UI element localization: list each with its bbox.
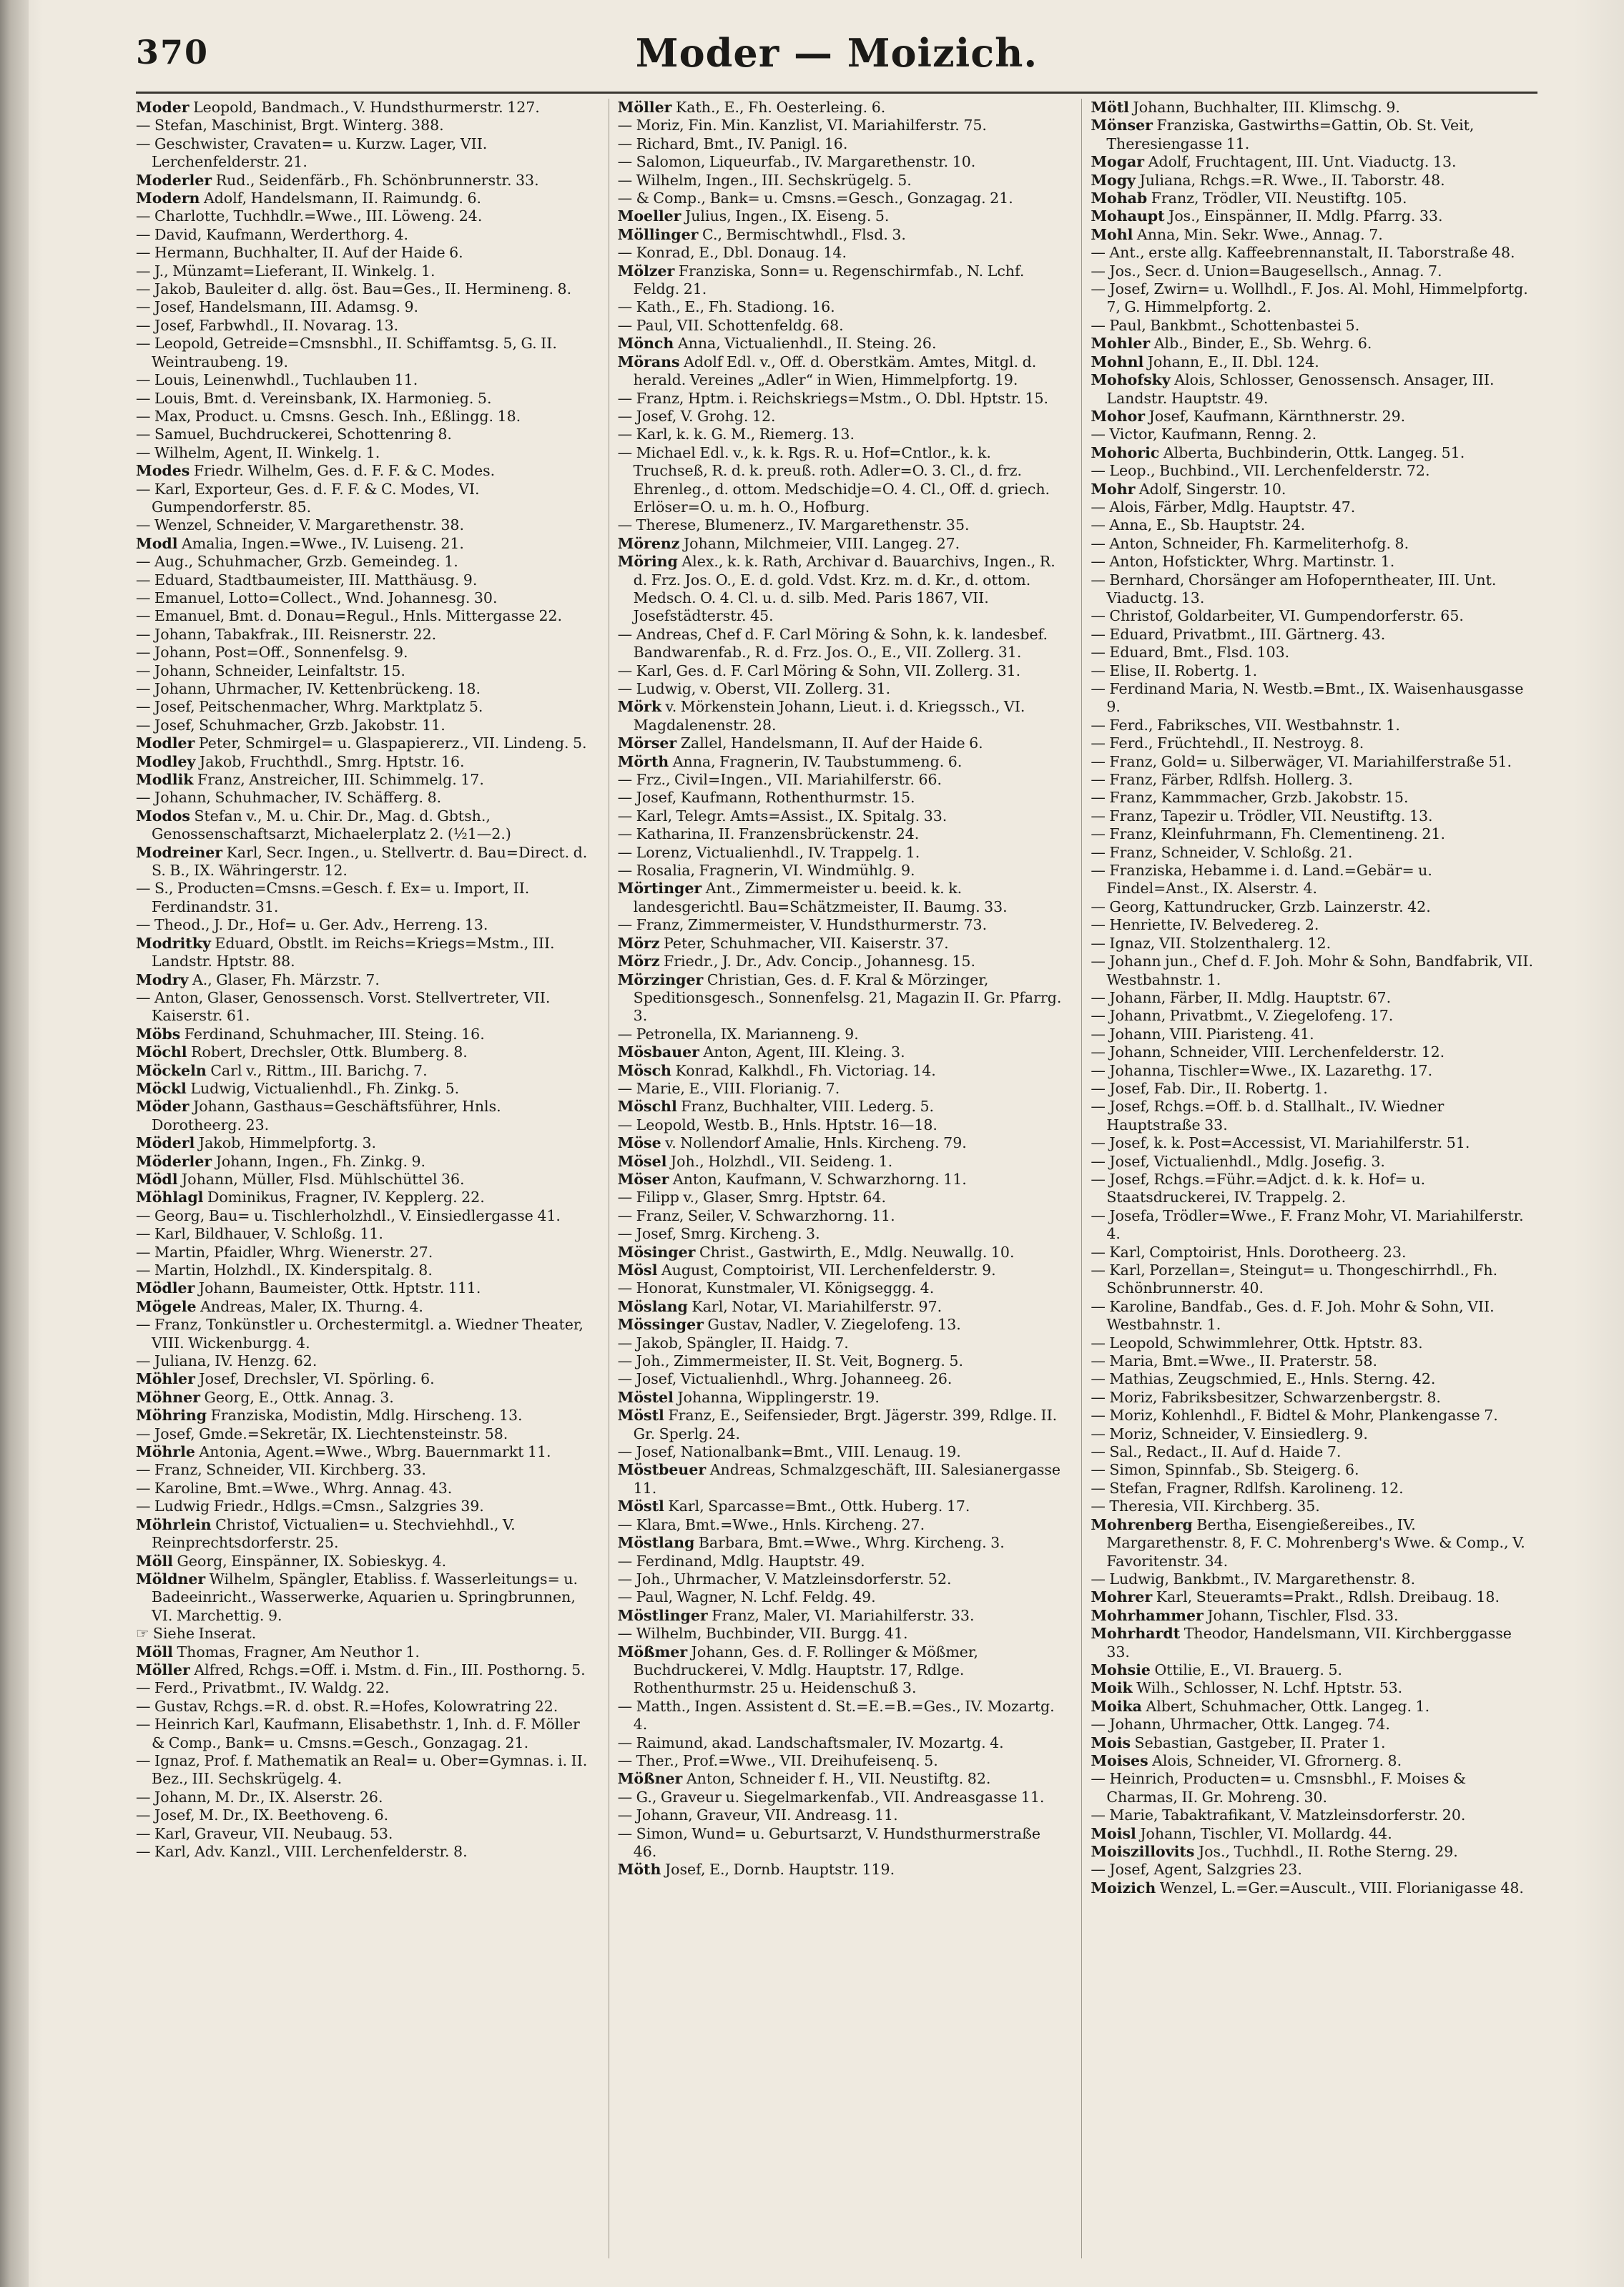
directory-entry: Möderler Johann, Ingen., Fh. Zinkg. 9. — [136, 1152, 426, 1170]
header-rule — [136, 92, 1537, 94]
directory-entry: — Bernhard, Chorsänger am Hofoperntheater, III. Unt. Viaductg. 13. — [1091, 571, 1497, 606]
directory-entry: — Eduard, Stadtbaumeister, III. Matthäusg. 9. — [136, 571, 478, 589]
directory-entry: Möll Thomas, Fragner, Am Neuthor 1. — [136, 1643, 420, 1661]
directory-entry: Mönch Anna, Victualienhdl., II. Steing. 26. — [617, 335, 937, 353]
directory-entry: — Victor, Kaufmann, Renng. 2. — [1091, 426, 1317, 443]
directory-entry: — Matth., Ingen. Assistent d. St.=E.=B.=Ges., IV. Mozartg. 4. — [617, 1697, 1055, 1733]
directory-entry: — Karl, Ges. d. F. Carl Möring & Sohn, VII. Zollerg. 31. — [617, 661, 1021, 679]
directory-entry: Möstl Franz, E., Seifensieder, Brgt. Jägerstr. 399, Rdlge. II. Gr. Sperlg. 24. — [617, 1407, 1058, 1442]
directory-entry: Mösinger Christ., Gastwirth, E., Mdlg. Neuwallg. 10. — [617, 1243, 1015, 1261]
directory-entry: Mohofsky Alois, Schlosser, Genossensch. Ansager, III. Landstr. Hauptstr. 49. — [1091, 371, 1495, 407]
directory-entry: — Martin, Holzhdl., IX. Kinderspitalg. 8. — [136, 1261, 433, 1279]
directory-entry: — Elise, II. Robertg. 1. — [1091, 661, 1258, 679]
directory-entry: — Josef, Rchgs.=Führ.=Adjct. d. k. k. Hof= u. Staatsdruckerei, IV. Trappelg. 2. — [1091, 1170, 1426, 1206]
directory-entry: — Wenzel, Schneider, V. Margarethenstr. 38. — [136, 516, 464, 534]
directory-entry: Möbs Ferdinand, Schuhmacher, III. Steing. 16. — [136, 1025, 485, 1043]
directory-entry: — Karl, Exporteur, Ges. d. F. F. & C. Modes, VI. Gumpendorferstr. 85. — [136, 480, 480, 516]
directory-entry: Möldner Wilhelm, Spängler, Etabliss. f. Wasserleitungs= u. Badeeinricht., Wasserwerke, Aquarien u. Springbrunnen, VI. Marchettig. 9. — [136, 1570, 578, 1624]
directory-entry: — Petronella, IX. Marianneng. 9. — [617, 1025, 859, 1043]
directory-entry: — Ludwig, Bankbmt., IV. Margarethenstr. 8. — [1091, 1570, 1416, 1588]
directory-entry: Modern Adolf, Handelsmann, II. Raimundg. 6. — [136, 190, 482, 207]
directory-entry: Möstlinger Franz, Maler, VI. Mariahilferstr. 33. — [617, 1606, 975, 1624]
directory-entry: Mogar Adolf, Fruchtagent, III. Unt. Viaductg. 13. — [1091, 153, 1457, 171]
directory-entry: — Joh., Zimmermeister, II. St. Veit, Bognerg. 5. — [617, 1352, 963, 1370]
directory-entry: — Geschwister, Cravaten= u. Kurzw. Lager, VII. Lerchenfelderstr. 21. — [136, 134, 488, 171]
directory-entry: — Johann, Schuhmacher, IV. Schäfferg. 8. — [136, 789, 442, 807]
directory-entry: — Josef, Farbwhdl., II. Novarag. 13. — [136, 316, 399, 334]
directory-entry: — Ther., Prof.=Wwe., VII. Dreihufeisenq. 5. — [617, 1751, 938, 1769]
directory-entry: Mörtinger Ant., Zimmermeister u. beeid. k. k. landesgerichtl. Bau=Schätzmeister, II. Baumg. 33. — [617, 880, 1008, 915]
directory-entry: Modley Jakob, Fruchthdl., Smrg. Hptstr. 16. — [136, 752, 465, 770]
directory-entry: — Paul, VII. Schottenfeldg. 68. — [617, 316, 844, 334]
directory-entry: Möhner Georg, E., Ottk. Annag. 3. — [136, 1388, 394, 1406]
directory-entry: — Rosalia, Fragnerin, VI. Windmühlg. 9. — [617, 862, 915, 880]
directory-entry: Mösbauer Anton, Agent, III. Kleing. 3. — [617, 1043, 905, 1061]
directory-entry: — Johann, Graveur, VII. Andreasg. 11. — [617, 1806, 898, 1824]
directory-entry: Möstl Karl, Sparcasse=Bmt., Ottk. Huberg. 17. — [617, 1497, 970, 1515]
directory-entry: — Wilhelm, Ingen., III. Sechskrügelg. 5. — [617, 171, 912, 189]
directory-entry: — Josef, Kaufmann, Rothenthurmstr. 15. — [617, 789, 915, 807]
directory-entry: — Franziska, Hebamme i. d. Land.=Gebär= u. Findel=Anst., IX. Alserstr. 4. — [1091, 862, 1432, 897]
directory-entry: — Mathias, Zeugschmied, E., Hnls. Sterng. 42. — [1091, 1370, 1436, 1388]
directory-entry: Möller Alfred, Rchgs.=Off. i. Mstm. d. Fin., III. Posthorng. 5. — [136, 1661, 586, 1678]
directory-entry: Möllinger C., Bermischtwhdl., Flsd. 3. — [617, 225, 906, 243]
directory-entry: — Moriz, Fin. Min. Kanzlist, VI. Mariahilferstr. 75. — [617, 117, 987, 134]
directory-entry: Mohler Alb., Binder, E., Sb. Wehrg. 6. — [1091, 335, 1372, 353]
directory-entry: — Franz, Zimmermeister, V. Hundsthurmerstr. 73. — [617, 916, 988, 934]
directory-entry: — Klara, Bmt.=Wwe., Hnls. Kircheng. 27. — [617, 1515, 925, 1533]
directory-entry: — Hermann, Buchhalter, II. Auf der Haide 6. — [136, 244, 463, 262]
directory-entry: — Karl, k. k. G. M., Riemerg. 13. — [617, 426, 855, 443]
directory-entry: — Filipp v., Glaser, Smrg. Hptstr. 64. — [617, 1189, 887, 1206]
directory-entry: Mörenz Johann, Milchmeier, VIII. Langeg. 27. — [617, 534, 960, 552]
directory-entry: — Louis, Bmt. d. Vereinsbank, IX. Harmonieg. 5. — [136, 389, 492, 407]
directory-entry: — Ferd., Privatbmt., IV. Waldg. 22. — [136, 1679, 390, 1697]
directory-entry: — Juliana, IV. Henzg. 62. — [136, 1352, 318, 1370]
directory-entry: Mohor Josef, Kaufmann, Kärnthnerstr. 29. — [1091, 407, 1406, 425]
directory-entry: Möhrlein Christof, Victualien= u. Stechviehhdl., V. Reinprechtsdorferstr. 25. — [136, 1515, 516, 1552]
directory-entry: — Eduard, Privatbmt., III. Gärtnerg. 43. — [1091, 625, 1386, 643]
directory-entry: — Paul, Bankbmt., Schottenbastei 5. — [1091, 316, 1360, 334]
directory-entry: — Charlotte, Tuchhdlr.=Wwe., III. Löweng. 24. — [136, 207, 483, 225]
directory-entry: — Johann, Schneider, VIII. Lerchenfelderstr. 12. — [1091, 1043, 1445, 1061]
directory-entry: — Sal., Redact., II. Auf d. Haide 7. — [1091, 1443, 1342, 1461]
directory-entry: — J., Münzamt=Lieferant, II. Winkelg. 1. — [136, 262, 435, 280]
directory-entry: — Karl, Porzellan=, Steingut= u. Thongeschirrhdl., Fh. Schönbrunnerstr. 40. — [1091, 1261, 1498, 1297]
directory-columns — [136, 99, 1537, 2258]
directory-entry: — Simon, Spinnfab., Sb. Steigerg. 6. — [1091, 1461, 1359, 1479]
directory-entry: — Paul, Wagner, N. Lchf. Feldg. 49. — [617, 1588, 876, 1606]
directory-entry: — Franz, Hptm. i. Reichskriegs=Mstm., O. Dbl. Hptstr. 15. — [617, 389, 1049, 407]
directory-entry: — Johann, VIII. Piaristeng. 41. — [1091, 1025, 1314, 1043]
directory-entry: Mohoric Alberta, Buchbinderin, Ottk. Langeg. 51. — [1091, 443, 1465, 461]
directory-entry: — Emanuel, Bmt. d. Donau=Regul., Hnls. Mittergasse 22. — [136, 607, 563, 625]
directory-entry: Mößmer Johann, Ges. d. F. Rollinger & Mößmer, Buchdruckerei, V. Mdlg. Hauptstr. 17, Rdlge. Rothenthurmstr. 25 u. Heidenschuß 3. — [617, 1643, 979, 1697]
directory-entry: Mößner Anton, Schneider f. H., VII. Neustiftg. 82. — [617, 1770, 991, 1788]
directory-entry: — Josef, Fab. Dir., II. Robertg. 1. — [1091, 1079, 1328, 1097]
directory-entry: — Jakob, Bauleiter d. allg. öst. Bau=Ges., II. Hermineng. 8. — [136, 280, 572, 298]
directory-entry: — Christof, Goldarbeiter, VI. Gumpendorferstr. 65. — [1091, 607, 1464, 625]
directory-entry: — Leopold, Westb. B., Hnls. Hptstr. 16—18. — [617, 1116, 938, 1133]
directory-entry: — Josef, Agent, Salzgries 23. — [1091, 1861, 1302, 1879]
directory-entry: Möhlagl Dominikus, Fragner, IV. Kepplerg. 22. — [136, 1189, 485, 1206]
directory-entry: Mois Sebastian, Gastgeber, II. Prater 1. — [1091, 1733, 1386, 1751]
directory-entry: — Johanna, Tischler=Wwe., IX. Lazarethg. 17. — [1091, 1061, 1433, 1079]
directory-entry: Mönser Franziska, Gastwirths=Gattin, Ob. St. Veit, Theresiengasse 11. — [1091, 117, 1475, 152]
directory-entry: — Ludwig, v. Oberst, VII. Zollerg. 31. — [617, 680, 891, 697]
directory-entry: — Georg, Kattundrucker, Grzb. Lainzerstr. 42. — [1091, 897, 1431, 915]
directory-entry: — Salomon, Liqueurfab., IV. Margarethenstr. 10. — [617, 153, 976, 171]
directory-entry: Mörser Zallel, Handelsmann, II. Auf der Haide 6. — [617, 734, 983, 752]
directory-entry: — Heinrich, Producten= u. Cmsnsbhl., F. Moises & Charmas, II. Gr. Mohreng. 30. — [1091, 1770, 1467, 1806]
directory-entry: — Josef, V. Grohg. 12. — [617, 407, 776, 425]
directory-entry: Mödler Johann, Baumeister, Ottk. Hptstr. 111. — [136, 1279, 481, 1297]
directory-entry: Möse v. Nollendorf Amalie, Hnls. Kircheng. 79. — [617, 1134, 967, 1152]
directory-entry: — Michael Edl. v., k. k. Rgs. R. u. Hof=Cntlor., k. k. Truchseß, R. d. k. preuß. roth. Adler=O. 3. Cl., d. frz. Ehrenleg., d. ottom. Medschidje=O. 4. Cl., Off. d. griech. Erlöser=O. u. m. h. O., Hofburg. — [617, 443, 1050, 516]
directory-entry: Mörans Adolf Edl. v., Off. d. Oberstkäm. Amtes, Mitgl. d. herald. Vereines „Adler“ in Wien, Himmelpfortg. 19. — [617, 353, 1037, 389]
directory-entry: — Josef, Nationalbank=Bmt., VIII. Lenaug. 19. — [617, 1443, 961, 1461]
directory-entry: Möll Georg, Einspänner, IX. Sobieskyg. 4. — [136, 1552, 447, 1570]
directory-entry: — Stefan, Fragner, Rdlfsh. Karolineng. 12. — [1091, 1479, 1404, 1497]
directory-entry: — Georg, Bau= u. Tischlerholzhdl., V. Einsiedlergasse 41. — [136, 1206, 561, 1224]
directory-entry: Mohrhardt Theodor, Handelsmann, VII. Kirchberggasse 33. — [1091, 1625, 1512, 1661]
directory-entry: Mohab Franz, Trödler, VII. Neustiftg. 105. — [1091, 190, 1407, 207]
directory-entry: — Henriette, IV. Belvedereg. 2. — [1091, 916, 1319, 934]
directory-entry: — Max, Product. u. Cmsns. Gesch. Inh., Eßlingg. 18. — [136, 407, 521, 425]
directory-entry: Möth Josef, E., Dornb. Hauptstr. 119. — [617, 1861, 895, 1879]
directory-entry: — Theod., J. Dr., Hof= u. Ger. Adv., Herreng. 13. — [136, 916, 488, 934]
directory-entry: — Karoline, Bandfab., Ges. d. F. Joh. Mohr & Sohn, VII. Westbahnstr. 1. — [1091, 1297, 1495, 1334]
directory-entry: Moises Alois, Schneider, VI. Gfrornerg. 8. — [1091, 1751, 1402, 1769]
directory-entry: Modes Friedr. Wilhelm, Ges. d. F. F. & C. Modes. — [136, 462, 496, 480]
directory-entry: — Maria, Bmt.=Wwe., II. Praterstr. 58. — [1091, 1352, 1378, 1370]
directory-entry: — Marie, E., VIII. Florianig. 7. — [617, 1079, 840, 1097]
directory-entry: — Aug., Schuhmacher, Grzb. Gemeindeg. 1. — [136, 553, 458, 571]
directory-entry: — Jakob, Spängler, II. Haidg. 7. — [617, 1334, 849, 1352]
directory-entry: — Joh., Uhrmacher, V. Matzleinsdorferstr. 52. — [617, 1570, 952, 1588]
directory-entry: — Honorat, Kunstmaler, VI. Königseggg. 4. — [617, 1279, 935, 1297]
directory-entry: Mohaupt Jos., Einspänner, II. Mdlg. Pfarrg. 33. — [1091, 207, 1443, 225]
directory-entry: — Marie, Tabaktrafikant, V. Matzleinsdorferstr. 20. — [1091, 1806, 1466, 1824]
directory-entry: — Johann, Privatbmt., V. Ziegelofeng. 17. — [1091, 1007, 1394, 1025]
directory-entry: — Konrad, E., Dbl. Donaug. 14. — [617, 244, 847, 262]
directory-entry: — Raimund, akad. Landschaftsmaler, IV. Mozartg. 4. — [617, 1733, 1004, 1751]
directory-entry: — Eduard, Bmt., Flsd. 103. — [1091, 644, 1290, 661]
directory-entry: — Josef, Smrg. Kircheng. 3. — [617, 1225, 820, 1243]
directory-entry: Möckeln Carl v., Rittm., III. Barichg. 7. — [136, 1061, 428, 1079]
directory-entry: — Karl, Comptoirist, Hnls. Dorotheerg. 23. — [1091, 1243, 1407, 1261]
directory-entry: Modlik Franz, Anstreicher, III. Schimmelg. 17. — [136, 771, 484, 789]
directory-entry: — Johann jun., Chef d. F. Joh. Mohr & Sohn, Bandfabrik, VII. Westbahnstr. 1. — [1091, 953, 1534, 988]
directory-entry: — Johann, Uhrmacher, IV. Kettenbrückeng. 18. — [136, 680, 481, 697]
page-title: Moder — Moizich. — [635, 30, 1038, 76]
directory-entry: Möhler Josef, Drechsler, VI. Spörling. 6. — [136, 1370, 435, 1388]
directory-entry: Mörk v. Mörkenstein Johann, Lieut. i. d. Kriegssch., VI. Magdalenenstr. 28. — [617, 698, 1025, 734]
directory-entry: — Alois, Färber, Mdlg. Hauptstr. 47. — [1091, 498, 1356, 516]
directory-entry: Mohr Adolf, Singerstr. 10. — [1091, 480, 1286, 498]
directory-entry: — Wilhelm, Buchbinder, VII. Burgg. 41. — [617, 1625, 908, 1643]
directory-entry: — Martin, Pfaidler, Whrg. Wienerstr. 27. — [136, 1243, 433, 1261]
directory-entry: — Josef, Victualienhdl., Whrg. Johanneeg. 26. — [617, 1370, 953, 1388]
directory-entry: — Gustav, Rchgs.=R. d. obst. R.=Hofes, Kolowratring 22. — [136, 1697, 558, 1715]
directory-entry: — Johann, Schneider, Leinfaltstr. 15. — [136, 661, 405, 679]
directory-entry: — Moriz, Kohlenhdl., F. Bidtel & Mohr, Plankengasse 7. — [1091, 1407, 1498, 1425]
directory-entry: — G., Graveur u. Siegelmarkenfab., VII. Andreasgasse 11. — [617, 1788, 1045, 1806]
directory-entry: Modritky Eduard, Obstlt. im Reichs=Kriegs=Mstm., III. Landstr. Hptstr. 88. — [136, 934, 555, 970]
directory-entry: Moiszillovits Jos., Tuchhdl., II. Rothe Sterng. 29. — [1091, 1843, 1458, 1860]
directory-entry: — Andreas, Chef d. F. Carl Möring & Sohn, k. k. landesbef. Bandwarenfab., R. d. Frz. Jos. O., E., VII. Zollerg. 31. — [617, 625, 1048, 661]
directory-entry: — Anton, Schneider, Fh. Karmeliterhofg. 8. — [1091, 534, 1409, 552]
directory-entry: Moizich Wenzel, L.=Ger.=Auscult., VIII. Florianigasse 48. — [1091, 1879, 1524, 1897]
directory-entry: — Franz, Kammmacher, Grzb. Jakobstr. 15. — [1091, 789, 1409, 807]
directory-entry: Moisl Johann, Tischler, VI. Mollardg. 44. — [1091, 1824, 1392, 1842]
directory-entry: — Ferd., Früchtehdl., II. Nestroyg. 8. — [1091, 734, 1364, 752]
directory-entry: — Franz, Gold= u. Silberwäger, VI. Mariahilferstraße 51. — [1091, 752, 1512, 770]
directory-entry: — Johann, Färber, II. Mdlg. Hauptstr. 67. — [1091, 988, 1392, 1006]
directory-entry: — Josef, Schuhmacher, Grzb. Jakobstr. 11. — [136, 716, 446, 734]
page-header — [136, 26, 1537, 83]
directory-entry: — Louis, Leinenwhdl., Tuchlauben 11. — [136, 371, 418, 389]
directory-entry: Moeller Julius, Ingen., IX. Eiseng. 5. — [617, 207, 890, 225]
directory-entry: — Frz., Civil=Ingen., VII. Mariahilferstr. 66. — [617, 771, 943, 789]
directory-entry: — Ant., erste allg. Kaffeebrennanstalt, II. Taborstraße 48. — [1091, 244, 1515, 262]
directory-entry: — Lorenz, Victualienhdl., IV. Trappelg. 1. — [617, 843, 920, 861]
directory-entry: — David, Kaufmann, Werderthorg. 4. — [136, 225, 409, 243]
directory-entry: Möstel Johanna, Wipplingerstr. 19. — [617, 1388, 880, 1406]
directory-entry: Mösch Konrad, Kalkhdl., Fh. Victoriag. 14. — [617, 1061, 936, 1079]
directory-entry: — Heinrich Karl, Kaufmann, Elisabethstr. 1, Inh. d. F. Möller & Comp., Bank= u. Cmsns.=Gesch., Gonzagag. 21. — [136, 1716, 580, 1751]
directory-entry: — Franz, Schneider, V. Schloßg. 21. — [1091, 843, 1353, 861]
column-right — [1081, 99, 1537, 2258]
directory-entry: — Josef, Handelsmann, III. Adamsg. 9. — [136, 298, 419, 316]
directory-entry: Mohl Anna, Min. Sekr. Wwe., Annag. 7. — [1091, 225, 1383, 243]
directory-entry: — Anton, Glaser, Genossensch. Vorst. Stellvertreter, VII. Kaiserstr. 61. — [136, 988, 551, 1025]
directory-entry: — Samuel, Buchdruckerei, Schottenring 8. — [136, 426, 452, 443]
directory-entry: — Josef, Victualienhdl., Mdlg. Josefig. 3. — [1091, 1152, 1385, 1170]
book-spine-shadow — [0, 0, 29, 2287]
directory-entry: Mohrenberg Bertha, Eisengießereibes., IV. Margarethenstr. 8, F. C. Mohrenberg's Wwe. & Comp., V. Favoritenstr. 34. — [1091, 1515, 1525, 1570]
directory-entry: Mörz Peter, Schuhmacher, VII. Kaiserstr. 37. — [617, 934, 949, 952]
directory-entry: — Josef, Zwirn= u. Wollhdl., F. Jos. Al. Mohl, Himmelpfortg. 7, G. Himmelpfortg. 2. — [1091, 280, 1528, 316]
directory-entry: — Ferd., Fabriksches, VII. Westbahnstr. 1. — [1091, 716, 1400, 734]
directory-entry: Möstbeuer Andreas, Schmalzgeschäft, III. Salesianergasse 11. — [617, 1461, 1061, 1497]
directory-entry: — Leopold, Getreide=Cmsnsbhl., II. Schiffamtsg. 5, G. II. Weintraubeng. 19. — [136, 335, 557, 370]
directory-entry: Mohrhammer Johann, Tischler, Flsd. 33. — [1091, 1606, 1399, 1624]
directory-entry: — Leop., Buchbind., VII. Lerchenfelderstr. 72. — [1091, 462, 1430, 480]
directory-entry: Mössinger Gustav, Nadler, V. Ziegelofeng. 13. — [617, 1316, 961, 1334]
directory-entry: — Ignaz, Prof. f. Mathematik an Real= u. Ober=Gymnas. i. II. Bez., III. Sechskrügelg. 4. — [136, 1751, 588, 1788]
directory-entry: Mohsie Ottilie, E., VI. Brauerg. 5. — [1091, 1661, 1343, 1678]
directory-entry: — Karl, Adv. Kanzl., VIII. Lerchenfelderstr. 8. — [136, 1843, 468, 1860]
directory-entry: — Wilhelm, Agent, II. Winkelg. 1. — [136, 443, 380, 461]
directory-entry: Mohrer Karl, Steueramts=Prakt., Rdlsh. Dreibaug. 18. — [1091, 1588, 1500, 1606]
directory-entry: Möhring Franziska, Modistin, Mdlg. Hirscheng. 13. — [136, 1407, 523, 1425]
directory-entry: Mörz Friedr., J. Dr., Adv. Concip., Johannesg. 15. — [617, 953, 975, 970]
directory-entry: Möslang Karl, Notar, VI. Mariahilferstr. 97. — [617, 1297, 943, 1315]
directory-entry: Möhrle Antonia, Agent.=Wwe., Wbrg. Bauernmarkt 11. — [136, 1443, 551, 1461]
directory-entry: — Franz, Schneider, VII. Kirchberg. 33. — [136, 1461, 426, 1479]
directory-entry: Mörzinger Christian, Ges. d. F. Kral & Mörzinger, Speditionsgesch., Sonnenfelsg. 21, Magazin II. Gr. Pfarrg. 3. — [617, 970, 1062, 1025]
directory-entry: — Ignaz, VII. Stolzenthalerg. 12. — [1091, 934, 1332, 952]
directory-entry: — Emanuel, Lotto=Collect., Wnd. Johannesg. 30. — [136, 589, 498, 606]
directory-entry: — Franz, Tonkünstler u. Orchestermitgl. a. Wiedner Theater, VIII. Wickenburgg. 4. — [136, 1316, 584, 1352]
directory-entry: Möderl Jakob, Himmelpfortg. 3. — [136, 1134, 377, 1152]
directory-entry: — Franz, Seiler, V. Schwarzhorng. 11. — [617, 1206, 895, 1224]
directory-entry: — Jos., Secr. d. Union=Baugesellsch., Annag. 7. — [1091, 262, 1442, 280]
directory-entry: — Theresia, VII. Kirchberg. 35. — [1091, 1497, 1320, 1515]
directory-entry: — Richard, Bmt., IV. Panigl. 16. — [617, 134, 848, 152]
directory-entry: — Johann, Post=Off., Sonnenfelsg. 9. — [136, 644, 408, 661]
directory-entry: Modreiner Karl, Secr. Ingen., u. Stellvertr. d. Bau=Direct. d. S. B., IX. Währingerstr. 12. — [136, 843, 588, 880]
directory-entry: Modos Stefan v., M. u. Chir. Dr., Mag. d. Gbtsh., Genossenschaftsarzt, Michaelerplatz 2. (½1—2.) — [136, 807, 511, 843]
directory-entry: Mogy Juliana, Rchgs.=R. Wwe., II. Taborstr. 48. — [1091, 171, 1445, 189]
directory-entry: — Anna, E., Sb. Hauptstr. 24. — [1091, 516, 1306, 534]
column-left — [136, 99, 591, 2258]
directory-entry: ☞ Siehe Inserat. — [136, 1625, 257, 1643]
directory-entry: Modry A., Glaser, Fh. Märzstr. 7. — [136, 970, 380, 988]
directory-entry: Möring Alex., k. k. Rath, Archivar d. Bauarchivs, Ingen., R. d. Frz. Jos. O., E. d. gold. Vdst. Krz. m. d. Kr., d. ottom. Medsch. O. 4. Cl. u. d. silb. Med. Paris 1867, VII. Josefstädterstr. 45. — [617, 553, 1055, 625]
directory-entry: — Stefan, Maschinist, Brgt. Winterg. 388. — [136, 117, 444, 134]
directory-entry: — Franz, Tapezir u. Trödler, VII. Neustiftg. 13. — [1091, 807, 1433, 825]
directory-entry: Möschl Franz, Buchhalter, VIII. Lederg. 5. — [617, 1098, 935, 1116]
directory-entry: — Karl, Telegr. Amts=Assist., IX. Spitalg. 33. — [617, 807, 948, 825]
directory-entry: — Moriz, Schneider, V. Einsiedlerg. 9. — [1091, 1425, 1368, 1442]
directory-entry: Mölzer Franziska, Sonn= u. Regenschirmfab., N. Lchf. Feldg. 21. — [617, 262, 1025, 298]
directory-entry: — Leopold, Schwimmlehrer, Ottk. Hptstr. 83. — [1091, 1334, 1423, 1352]
directory-entry: — Ludwig Friedr., Hdlgs.=Cmsn., Salzgries 39. — [136, 1497, 484, 1515]
directory-entry: Mödl Johann, Müller, Flsd. Mühlschüttel 36. — [136, 1170, 465, 1188]
directory-entry: — Katharina, II. Franzensbrückenstr. 24. — [617, 825, 920, 843]
column-middle — [609, 99, 1065, 2258]
directory-entry: — Therese, Blumenerz., IV. Margarethenstr. 35. — [617, 516, 970, 534]
directory-entry: — Kath., E., Fh. Stadiong. 16. — [617, 298, 835, 316]
directory-entry: Mösel Joh., Holzhdl., VII. Seideng. 1. — [617, 1152, 893, 1170]
directory-entry: — Josef, Peitschenmacher, Whrg. Marktplatz 5. — [136, 698, 483, 716]
directory-entry: — Josef, M. Dr., IX. Beethoveng. 6. — [136, 1806, 389, 1824]
directory-entry: Moder Leopold, Bandmach., V. Hundsthurmerstr. 127. — [136, 99, 540, 116]
directory-entry: — Josef, Rchgs.=Off. b. d. Stallhalt., IV. Wiedner Hauptstraße 33. — [1091, 1098, 1445, 1133]
directory-entry: — Simon, Wund= u. Geburtsarzt, V. Hundsthurmerstraße 46. — [617, 1824, 1041, 1860]
directory-entry: Möser Anton, Kaufmann, V. Schwarzhorng. 11. — [617, 1170, 967, 1188]
directory-entry: — Josef, k. k. Post=Accessist, VI. Mariahilferstr. 51. — [1091, 1134, 1470, 1152]
directory-entry: — Josef, Gmde.=Sekretär, IX. Liechtensteinstr. 58. — [136, 1425, 508, 1442]
directory-entry: — Ferdinand, Mdlg. Hauptstr. 49. — [617, 1552, 865, 1570]
directory-entry: Modl Amalia, Ingen.=Wwe., IV. Luiseng. 21. — [136, 534, 464, 552]
directory-entry: Mötl Johann, Buchhalter, III. Klimschg. 9. — [1091, 99, 1400, 116]
directory-entry: — Franz, Färber, Rdlfsh. Hollerg. 3. — [1091, 771, 1353, 789]
page-number: 370 — [136, 33, 210, 72]
directory-entry: — Josefa, Trödler=Wwe., F. Franz Mohr, VI. Mariahilferstr. 4. — [1091, 1206, 1524, 1243]
directory-entry: Mohnl Johann, E., II. Dbl. 124. — [1091, 353, 1319, 370]
directory-entry: — Karl, Bildhauer, V. Schloßg. 11. — [136, 1225, 383, 1243]
directory-entry: — & Comp., Bank= u. Cmsns.=Gesch., Gonzagag. 21. — [617, 190, 1013, 207]
directory-entry: Möckl Ludwig, Victualienhdl., Fh. Zinkg. 5. — [136, 1079, 460, 1097]
directory-entry: — Johann, M. Dr., IX. Alserstr. 26. — [136, 1788, 383, 1806]
directory-entry: — Anton, Hofstickter, Whrg. Martinstr. 1. — [1091, 553, 1395, 571]
directory-entry: — Karoline, Bmt.=Wwe., Whrg. Annag. 43. — [136, 1479, 453, 1497]
directory-entry: — Karl, Graveur, VII. Neubaug. 53. — [136, 1824, 393, 1842]
directory-entry: — Ferdinand Maria, N. Westb.=Bmt., IX. Waisenhausgasse 9. — [1091, 680, 1524, 716]
directory-entry: — S., Producten=Cmsns.=Gesch. f. Ex= u. Import, II. Ferdinandstr. 31. — [136, 880, 530, 915]
directory-entry: Möstlang Barbara, Bmt.=Wwe., Whrg. Kircheng. 3. — [617, 1534, 1005, 1552]
directory-entry: — Johann, Tabakfrak., III. Reisnerstr. 22. — [136, 625, 437, 643]
directory-entry: — Johann, Uhrmacher, Ottk. Langeg. 74. — [1091, 1716, 1390, 1733]
directory-entry: Moik Wilh., Schlosser, N. Lchf. Hptstr. 53. — [1091, 1679, 1403, 1697]
directory-entry: Möchl Robert, Drechsler, Ottk. Blumberg. 8. — [136, 1043, 468, 1061]
directory-entry: Möller Kath., E., Fh. Oesterleing. 6. — [617, 99, 886, 116]
directory-entry: — Moriz, Fabriksbesitzer, Schwarzenbergstr. 8. — [1091, 1388, 1441, 1406]
directory-entry: Modler Peter, Schmirgel= u. Glaspapiererz., VII. Lindeng. 5. — [136, 734, 587, 752]
directory-entry: Mögele Andreas, Maler, IX. Thurng. 4. — [136, 1297, 423, 1315]
directory-entry: Möder Johann, Gasthaus=Geschäftsführer, Hnls. Dorotheerg. 23. — [136, 1098, 501, 1133]
directory-entry: — Franz, Kleinfuhrmann, Fh. Clementineng. 21. — [1091, 825, 1445, 843]
directory-entry: Moderler Rud., Seidenfärb., Fh. Schönbrunnerstr. 33. — [136, 171, 539, 189]
directory-entry: Mörth Anna, Fragnerin, IV. Taubstummeng. 6. — [617, 752, 963, 770]
directory-entry: Mösl August, Comptoirist, VII. Lerchenfelderstr. 9. — [617, 1261, 996, 1279]
directory-entry: Moika Albert, Schuhmacher, Ottk. Langeg. 1. — [1091, 1697, 1430, 1715]
